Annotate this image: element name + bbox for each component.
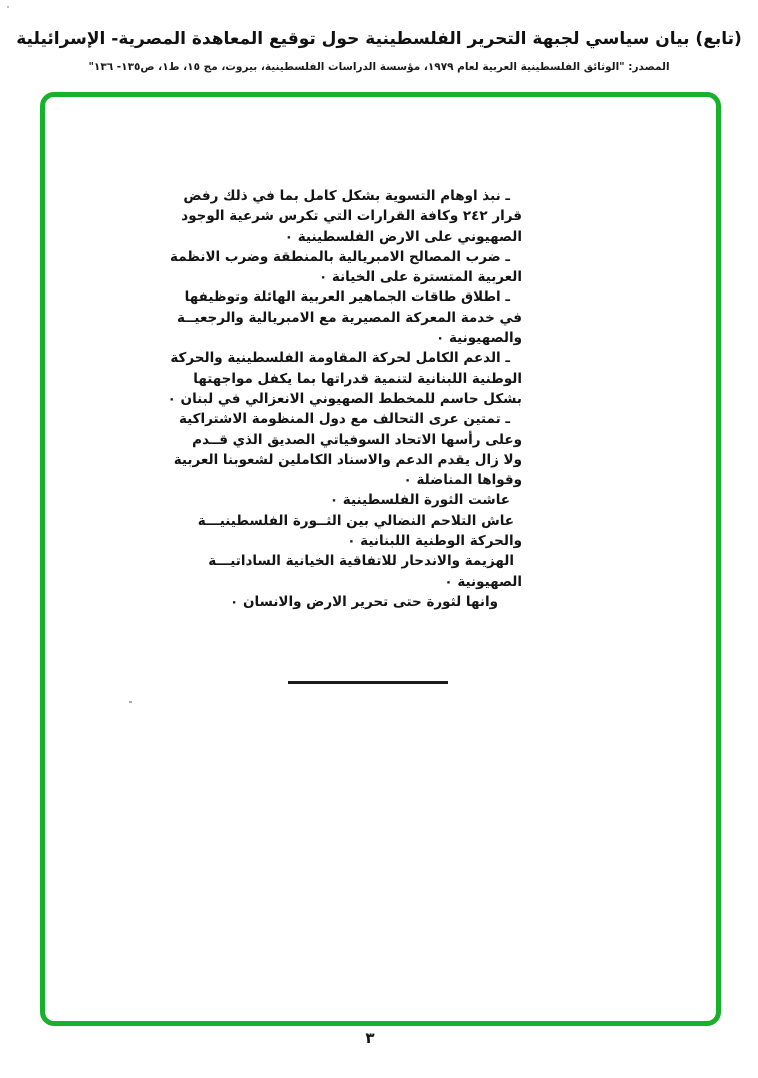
text-line: ـ تمتين عرى التحالف مع دول المنظومة الاشتراكية — [178, 411, 510, 428]
text-line: عاش التلاحم النضالي بين الثــورة الفلسطينيـــة — [197, 512, 514, 529]
page-number: ٣ — [365, 1029, 375, 1047]
text-line: والصهيونية ٠ — [436, 330, 522, 347]
text-line: الهزيمة والاندحار للاتفاقية الخيانية الساداتيـــة — [208, 553, 514, 570]
text-line: وعلى رأسها الاتحاد السوفياتي الصديق الذي قــدم — [192, 431, 522, 448]
text-line: الصهيوني على الارض الفلسطينية ٠ — [284, 228, 522, 245]
text-line: الصهيونية ٠ — [444, 573, 522, 590]
scan-speck — [7, 6, 9, 8]
horizontal-rule — [288, 681, 448, 684]
document-title: (تابع) بيان سياسي لجبهة التحرير الفلسطينية حول توقيع المعاهدة المصرية- الإسرائيلية — [16, 29, 742, 49]
text-line: والحركة الوطنية اللبنانية ٠ — [347, 533, 522, 550]
text-line: الوطنية اللبنانية لتنمية قدراتها بما يكفل مواجهتها — [193, 370, 522, 387]
text-line: عاشت الثورة الفلسطينية ٠ — [329, 492, 510, 509]
text-line: ـ ضرب المصالح الامبريالية بالمنطقة وضرب الانظمة — [170, 248, 510, 265]
text-line: قرار ٢٤٢ وكافة القرارات التي تكرس شرعية الوجود — [181, 208, 522, 225]
text-line: ـ اطلاق طاقات الجماهير العربية الهائلة وتوظيفها — [184, 289, 510, 306]
text-line: ـ نبذ اوهام التسوية بشكل كامل بما في ذلك رفض — [183, 188, 510, 204]
text-line: العربية المتسترة على الخيانة ٠ — [318, 269, 522, 286]
document-source-citation: المصدر: "الوثائق الفلسطينية العربية لعام ١٩٧٩، مؤسسة الدراسات الفلسطينية، بيروت، مج ١٥، ط١، ص١٣٥- ١٣٦" — [88, 61, 670, 73]
text-line: ـ الدعم الكامل لحركة المقاومة الفلسطينية والحركة — [170, 350, 510, 367]
text-line: في خدمة المعركة المصيرية مع الامبريالية والرجعيــة — [177, 309, 522, 326]
text-line: وانها لثورة حتى تحرير الارض والانسان ٠ — [230, 593, 498, 610]
text-line: ولا زال يقدم الدعم والاسناد الكاملين لشعوبنا العربية — [173, 451, 522, 468]
text-line: بشكل حاسم للمخطط الصهيوني الانعزالي في لبنان ٠ — [167, 390, 522, 407]
scan-speck — [129, 701, 132, 703]
body-text — [167, 186, 522, 612]
text-line: وقواها المناضلة ٠ — [403, 472, 522, 489]
